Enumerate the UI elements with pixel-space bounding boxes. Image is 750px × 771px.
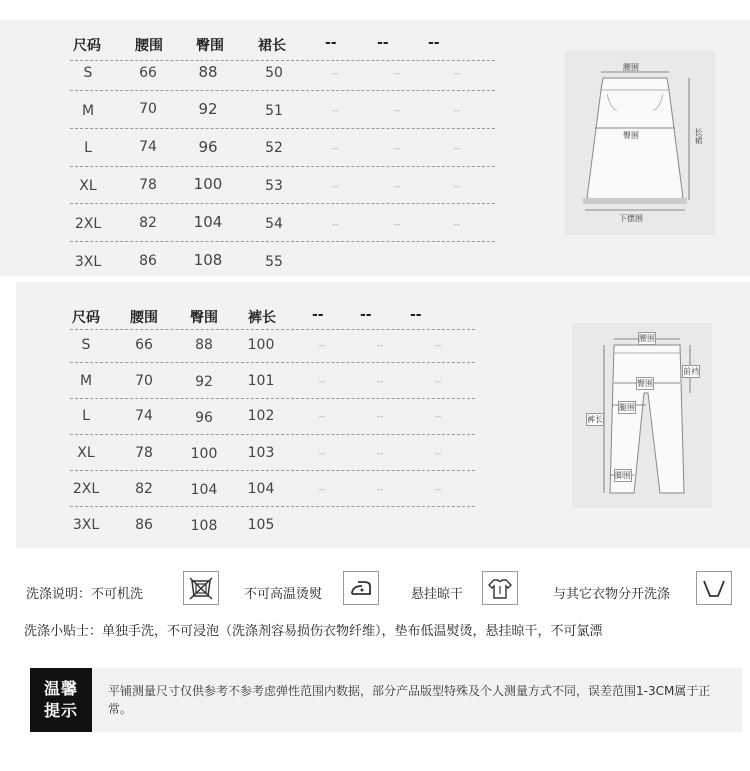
waist-cell: 74 [135,408,153,424]
hip-label: 臀围 [637,379,653,388]
low-iron-icon [343,571,379,605]
row-divider [70,60,495,61]
row-divider [70,434,475,435]
header-extra-3: -- [410,307,422,323]
extra-cell: -- [376,341,384,351]
size-cell: 3XL [74,254,102,270]
waist-cell: 74 [139,139,157,155]
row-divider [70,329,475,330]
hang-dry-text: 悬挂晾干 [411,587,464,602]
size-cell: S [83,65,93,81]
wash-separately-text: 与其它衣物分开洗涤 [553,587,671,602]
header-extra-2: -- [377,35,389,51]
extra-cell: -- [331,220,339,230]
length-cell: 102 [247,408,275,424]
extra-cell: -- [318,412,326,422]
hip-cell: 100 [190,446,218,462]
pants-measurement-diagram [572,323,712,508]
badge-line-2: 提示 [43,701,78,720]
hip-cell: 108 [190,518,218,534]
extra-cell: -- [453,182,461,192]
size-cell: 3XL [72,517,100,533]
washing-title: 洗涤说明：不可机洗 [26,587,144,602]
length-cell: 104 [247,481,275,497]
size-cell: M [79,373,93,389]
extra-cell: -- [434,341,442,351]
length-cell: 50 [265,65,283,81]
thigh-label: 腿围 [619,403,635,412]
waist-label: 腰围 [623,63,639,72]
waist-cell: 86 [139,253,157,269]
header-length: 裤长 [248,310,276,326]
row-divider [70,203,495,204]
extra-cell: -- [434,449,442,459]
header-hip: 臀围 [196,38,224,54]
extra-cell: -- [318,341,326,351]
extra-cell: -- [453,220,461,230]
extra-cell: -- [434,412,442,422]
header-size: 尺码 [72,310,100,326]
header-extra-2: -- [360,307,372,323]
waist-cell: 66 [135,337,153,353]
extra-cell: -- [393,182,401,192]
hip-cell: 96 [195,410,213,426]
waist-cell: 86 [135,517,153,533]
hem-label: 脚围 [615,471,631,480]
extra-cell: -- [376,485,384,495]
waist-cell: 70 [139,101,157,117]
extra-cell: -- [318,449,326,459]
row-divider [70,241,495,242]
row-divider [70,128,495,129]
header-extra-3: -- [428,35,440,51]
extra-cell: -- [393,144,401,154]
no-machine-wash-icon [183,571,219,605]
waist-cell: 82 [139,215,157,231]
waist-cell: 66 [139,65,157,81]
hand-wash-basin-icon [696,571,732,605]
header-hip: 臀围 [190,310,218,326]
waist-label: 腰围 [639,334,655,343]
size-cell: 2XL [74,216,102,232]
header-extra-1: -- [312,307,324,323]
size-cell: XL [77,445,95,461]
extra-cell: -- [393,106,401,116]
header-waist: 腰围 [135,38,163,54]
size-cell: L [84,140,92,156]
size-cell: 2XL [72,481,100,497]
extra-cell: -- [453,106,461,116]
hip-cell: 92 [195,374,213,390]
washing-instructions [0,565,750,615]
length-label: 裤长 [587,415,603,424]
hip-cell: 92 [198,100,218,118]
notice-box [30,668,742,732]
waist-cell: 82 [135,481,153,497]
row-divider [70,90,495,91]
extra-cell: -- [376,377,384,387]
waist-cell: 78 [135,445,153,461]
header-extra-1: -- [325,35,337,51]
header-length: 裙长 [258,38,286,54]
hip-cell: 108 [193,251,223,269]
waist-cell: 70 [135,373,153,389]
notice-badge [30,668,92,732]
hip-cell: 88 [195,337,213,353]
hem-label: 下摆围 [619,214,643,223]
extra-cell: -- [434,485,442,495]
row-divider [70,398,475,399]
hip-cell: 88 [198,63,218,81]
header-waist: 腰围 [130,310,158,326]
extra-cell: -- [331,69,339,79]
extra-cell: -- [393,69,401,79]
hip-cell: 100 [193,175,223,193]
length-label: 长裙 [694,128,703,144]
size-cell: XL [79,178,97,194]
header-size: 尺码 [73,38,101,54]
hip-cell: 96 [198,138,218,156]
row-divider [70,362,475,363]
extra-cell: -- [453,69,461,79]
size-cell: S [81,337,91,353]
extra-cell: -- [331,106,339,116]
extra-cell: -- [318,377,326,387]
extra-cell: -- [376,449,384,459]
size-cell: L [82,408,90,424]
row-divider [70,166,495,167]
extra-cell: -- [453,144,461,154]
length-cell: 51 [265,103,283,119]
extra-cell: -- [318,485,326,495]
row-divider [70,506,475,507]
extra-cell: -- [331,182,339,192]
length-cell: 53 [265,178,283,194]
notice-text: 平铺测量尺寸仅供参考不参考虑弹性范围内数据，部分产品版型特殊及个人测量方式不同，误差范围1-3CM属于正常。 [108,684,711,716]
length-cell: 105 [247,517,275,533]
skirt-measurement-diagram [565,50,715,235]
hang-dry-icon [482,571,518,605]
length-cell: 52 [265,140,283,156]
length-cell: 54 [265,216,283,232]
length-cell: 103 [247,445,275,461]
extra-cell: -- [393,220,401,230]
size-cell: M [81,103,95,119]
length-cell: 101 [247,373,275,389]
front-rise-label: 前裆 [683,367,699,376]
extra-cell: -- [331,144,339,154]
extra-cell: -- [376,412,384,422]
length-cell: 55 [265,254,283,270]
waist-cell: 78 [139,177,157,193]
hip-label: 臀围 [623,131,639,140]
no-hot-iron-text: 不可高温烫熨 [244,587,323,602]
length-cell: 100 [247,337,275,353]
washing-tips: 洗涤小贴士：单独手洗，不可浸泡（洗涤剂容易损伤衣物纤维），垫布低温熨烫，悬挂晾干，不可氯漂 [24,624,603,639]
hip-cell: 104 [190,482,218,498]
row-divider [70,470,475,471]
hip-cell: 104 [193,213,223,231]
extra-cell: -- [434,377,442,387]
badge-line-1: 温馨 [43,679,78,698]
